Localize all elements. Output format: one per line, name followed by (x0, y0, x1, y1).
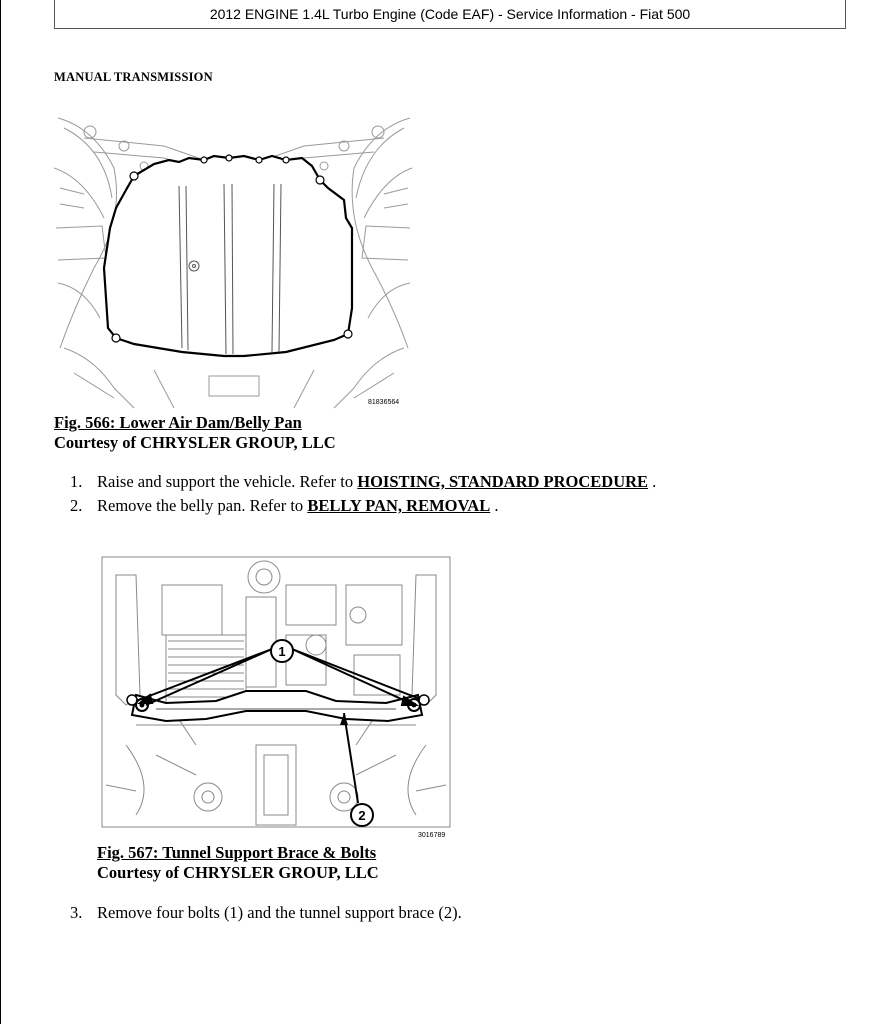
step-item (70, 470, 656, 494)
belly-pan-illustration (54, 108, 414, 410)
figure-566-caption (54, 413, 336, 453)
tunnel-brace-illustration (96, 545, 456, 841)
figure-image-code: 81836564 (368, 399, 400, 406)
callout-2-leader (344, 713, 358, 803)
step-number: 1. (70, 472, 83, 491)
step-text-end: . (490, 496, 499, 515)
callout-2-label: 2 (358, 808, 366, 823)
hoisting-procedure-link[interactable]: HOISTING, STANDARD PROCEDURE (357, 472, 649, 491)
figure-567-title: Fig. 567: Tunnel Support Brace & Bolts (97, 843, 377, 862)
step-text: Raise and support the vehicle. Refer to (97, 472, 358, 491)
step-item (70, 494, 656, 518)
step-item (70, 901, 462, 925)
figure-566-title: Fig. 566: Lower Air Dam/Belly Pan (54, 413, 302, 432)
callout-1-label: 1 (278, 644, 286, 659)
figure-567-courtesy: Courtesy of CHRYSLER GROUP, LLC (97, 863, 379, 882)
step-number: 3. (70, 903, 83, 922)
procedure-steps (70, 470, 656, 518)
figure-567-caption (97, 843, 379, 883)
procedure-steps-continued (70, 901, 462, 925)
figure-566-courtesy: Courtesy of CHRYSLER GROUP, LLC (54, 433, 336, 452)
figure-image-code: 3016789 (418, 832, 446, 839)
step-text: Remove the belly pan. Refer to (97, 496, 308, 515)
step-text: Remove four bolts (1) and the tunnel support brace (2). (97, 903, 462, 922)
step-text-end: . (648, 472, 657, 491)
document-header (54, 0, 846, 29)
figure-tunnel-brace (96, 545, 456, 841)
callout-1 (271, 640, 293, 662)
section-heading: MANUAL TRANSMISSION (54, 70, 213, 84)
belly-pan-removal-link[interactable]: BELLY PAN, REMOVAL (307, 496, 491, 515)
belly-pan-outline (104, 156, 352, 356)
page-left-border (0, 0, 1, 1024)
header-title: 2012 ENGINE 1.4L Turbo Engine (Code EAF) - Service Information - Fiat 500 (209, 6, 691, 22)
step-number: 2. (70, 496, 83, 515)
figure-belly-pan (54, 108, 414, 410)
callout-2 (351, 804, 373, 826)
